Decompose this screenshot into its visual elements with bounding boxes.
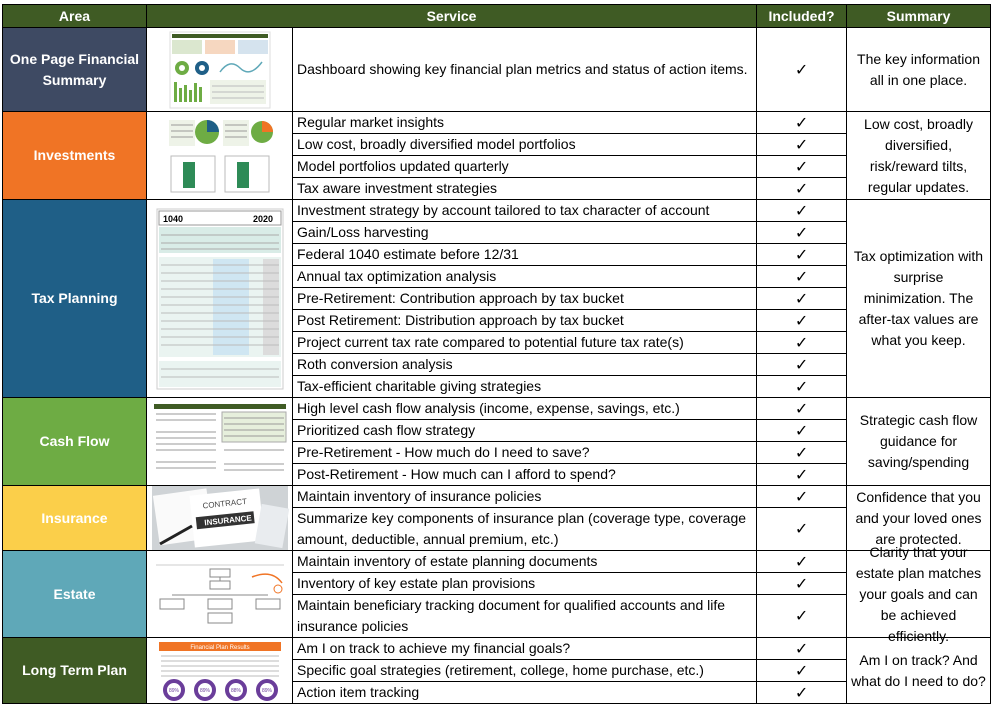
check-mark: ✓: [757, 200, 847, 222]
check-mark: ✓: [757, 134, 847, 156]
summary-cash-flow: Strategic cash flow guidance for saving/spending: [847, 398, 991, 486]
summary-estate: [847, 543, 991, 644]
service-item: Federal 1040 estimate before 12/31: [293, 244, 757, 266]
check-mark: ✓: [757, 660, 847, 682]
area-investments: Investments: [3, 112, 147, 200]
summary-estate-text: Clarity that your estate plan matches your goals and can be achieved efficiently.: [855, 543, 982, 644]
gauge-value: 89%: [199, 687, 210, 694]
service-item: Pre-Retirement - How much do I need to save?: [293, 442, 757, 464]
table-row: [3, 112, 991, 134]
area-tax-planning: Tax Planning: [3, 200, 147, 398]
check-mark: ✓: [757, 638, 847, 660]
header-row: [3, 5, 991, 28]
service-item: Project current tax rate compared to potential future tax rate(s): [293, 332, 757, 354]
check-mark: ✓: [757, 551, 847, 573]
financial-plan-results-image: [157, 640, 283, 702]
service-item: Maintain beneficiary tracking document for qualified accounts and life insurance policies: [293, 595, 757, 638]
service-item: Investment strategy by account tailored to tax character of account: [293, 200, 757, 222]
dashboard-thumbnail: [147, 28, 293, 112]
check-mark: ✓: [757, 244, 847, 266]
summary-investments: Low cost, broadly diversified, risk/reward tilts, regular updates.: [847, 112, 991, 200]
summary-one-page: The key information all in one place.: [847, 28, 991, 112]
header-service: Service: [147, 5, 757, 28]
services-table: [2, 4, 991, 704]
check-mark: ✓: [757, 398, 847, 420]
check-mark: ✓: [757, 222, 847, 244]
tax-form-thumbnail: [147, 200, 293, 398]
check-mark: ✓: [757, 28, 847, 112]
area-cash-flow: Cash Flow: [3, 398, 147, 486]
check-mark: ✓: [757, 266, 847, 288]
gauge-value: 89%: [261, 687, 272, 694]
table-row: [3, 551, 991, 573]
service-item: Action item tracking: [293, 682, 757, 704]
header-area: Area: [3, 5, 147, 28]
service-item: High level cash flow analysis (income, expense, savings, etc.): [293, 398, 757, 420]
summary-tax: Tax optimization with surprise minimization. The after-tax values are what you keep.: [847, 200, 991, 398]
check-mark: ✓: [757, 288, 847, 310]
service-item: Gain/Loss harvesting: [293, 222, 757, 244]
service-item: Regular market insights: [293, 112, 757, 134]
check-mark: ✓: [757, 573, 847, 595]
image-text-insurance: INSURANCE: [203, 513, 252, 528]
header-summary: Summary: [847, 5, 991, 28]
cash-flow-image: [152, 402, 288, 482]
check-mark: ✓: [757, 508, 847, 551]
estate-thumbnail: [147, 551, 293, 638]
check-mark: ✓: [757, 486, 847, 508]
cash-flow-thumbnail: [147, 398, 293, 486]
header-included: Included?: [757, 5, 847, 28]
table-row: [3, 486, 991, 508]
service-item: Specific goal strategies (retirement, college, home purchase, etc.): [293, 660, 757, 682]
check-mark: ✓: [757, 376, 847, 398]
table-row: [3, 28, 991, 112]
check-mark: ✓: [757, 156, 847, 178]
investments-thumbnail: [147, 112, 293, 200]
check-mark: ✓: [757, 420, 847, 442]
service-item: Post Retirement: Distribution approach by tax bucket: [293, 310, 757, 332]
service-item: Inventory of key estate plan provisions: [293, 573, 757, 595]
portfolio-chart-image: [165, 116, 275, 196]
check-mark: ✓: [757, 332, 847, 354]
check-mark: ✓: [757, 595, 847, 638]
service-item: Annual tax optimization analysis: [293, 266, 757, 288]
area-long-term-plan: Long Term Plan: [3, 638, 147, 704]
summary-long-term: Am I on track? And what do I need to do?: [847, 638, 991, 704]
table-row: [3, 638, 991, 660]
long-term-thumbnail: [147, 638, 293, 704]
summary-estate-clip: [851, 543, 986, 644]
service-item: Tax aware investment strategies: [293, 178, 757, 200]
service-item: Maintain inventory of estate planning documents: [293, 551, 757, 573]
service-item: Am I on track to achieve my financial goals?: [293, 638, 757, 660]
form-number: 1040: [162, 213, 183, 224]
summary-insurance: Confidence that you and your loved ones are protected.: [847, 486, 991, 551]
insurance-contract-image: [152, 486, 288, 550]
area-estate: Estate: [3, 551, 147, 638]
check-mark: ✓: [757, 464, 847, 486]
check-mark: ✓: [757, 354, 847, 376]
gauge-value: 89%: [168, 687, 179, 694]
check-mark: ✓: [757, 442, 847, 464]
check-mark: ✓: [757, 310, 847, 332]
image-title: Financial Plan Results: [189, 644, 250, 651]
service-item: Maintain inventory of insurance policies: [293, 486, 757, 508]
service-item: Low cost, broadly diversified model portfolios: [293, 134, 757, 156]
service-item: Model portfolios updated quarterly: [293, 156, 757, 178]
estate-diagram-image: [152, 559, 288, 629]
service-item: Post-Retirement - How much can I afford to spend?: [293, 464, 757, 486]
service-item: Pre-Retirement: Contribution approach by tax bucket: [293, 288, 757, 310]
tax-form-image: [157, 209, 283, 389]
table-row: [3, 200, 991, 222]
table-row: [3, 398, 991, 420]
service-item: Tax-efficient charitable giving strategies: [293, 376, 757, 398]
service-item: Roth conversion analysis: [293, 354, 757, 376]
area-one-page: One Page Financial Summary: [3, 28, 147, 112]
service-item: Dashboard showing key financial plan metrics and status of action items.: [293, 28, 757, 112]
check-mark: ✓: [757, 112, 847, 134]
check-mark: ✓: [757, 178, 847, 200]
service-item: Prioritized cash flow strategy: [293, 420, 757, 442]
service-item: Summarize key components of insurance plan (coverage type, coverage amount, deductible, annual premium, etc.): [293, 508, 757, 551]
insurance-thumbnail: [147, 486, 293, 551]
dashboard-image: [170, 32, 270, 108]
form-year: 2020: [252, 213, 273, 224]
area-insurance: Insurance: [3, 486, 147, 551]
check-mark: ✓: [757, 682, 847, 704]
image-text-contract: CONTRACT: [201, 496, 247, 511]
gauge-value: 88%: [230, 687, 241, 694]
